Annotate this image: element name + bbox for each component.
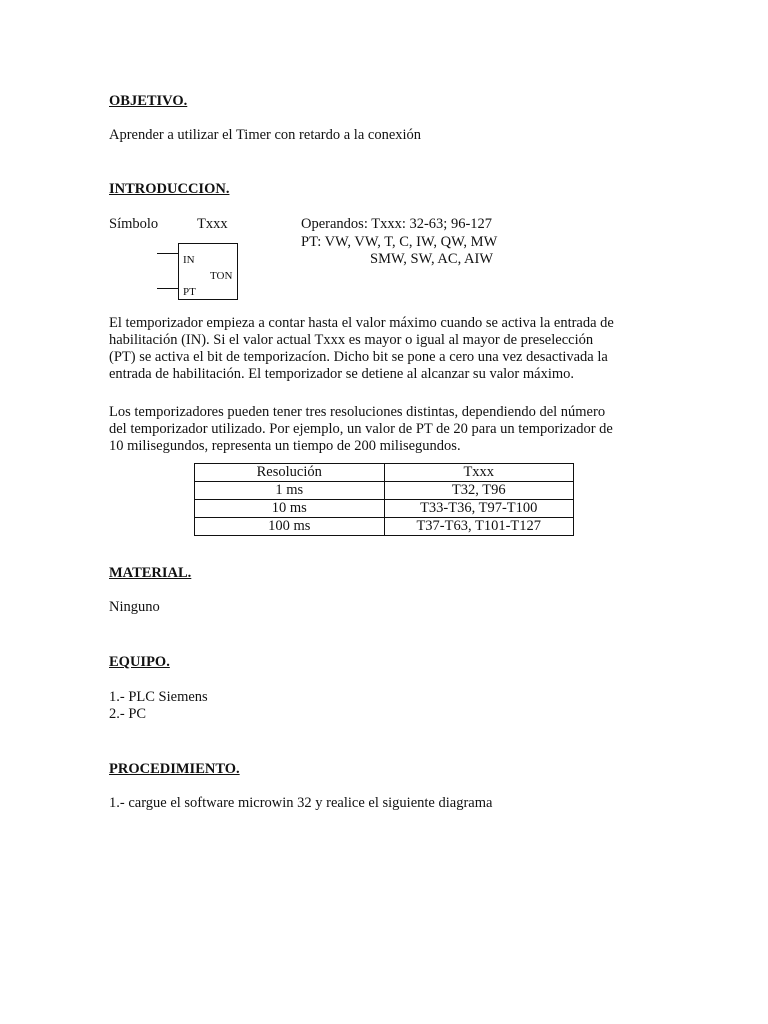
table-cell: 10 ms — [195, 500, 385, 518]
paragraph-line: (PT) se activa el bit de temporizacíon. Dicho bit se pone a cero una vez desactivada la — [109, 349, 608, 365]
table-header-cell: Txxx — [384, 464, 574, 482]
table-cell: 100 ms — [195, 518, 385, 536]
pt-wire — [157, 288, 178, 289]
table-cell: 1 ms — [195, 482, 385, 500]
paragraph-line: entrada de habilitación. El temporizador se detiene al alcanzar su valor máximo. — [109, 366, 575, 382]
txxx-label: Txxx — [197, 216, 228, 232]
operandos-line-2: PT: VW, VW, T, C, IW, QW, MW — [301, 234, 498, 250]
table-row — [195, 518, 574, 536]
ton-pt-label: PT — [183, 286, 196, 298]
paragraph-line: habilitación (IN). Si el valor actual Txxx es mayor o igual al mayor de preselección — [109, 332, 594, 348]
table-cell: T33-T36, T97-T100 — [384, 500, 574, 518]
material-heading: MATERIAL. — [109, 565, 192, 581]
material-text: Ninguno — [109, 599, 160, 615]
intro-paragraph-1 — [109, 315, 669, 383]
objetivo-heading: OBJETIVO. — [109, 93, 188, 109]
in-wire — [157, 253, 178, 254]
paragraph-line: Los temporizadores pueden tener tres resoluciones distintas, dependiendo del número — [109, 404, 606, 420]
paragraph-line: El temporizador empieza a contar hasta el valor máximo cuando se activa la entrada de — [109, 315, 614, 331]
table-row — [195, 500, 574, 518]
equipo-heading: EQUIPO. — [109, 654, 170, 670]
paragraph-line: 10 milisegundos, representa un tiempo de 200 milisegundos. — [109, 438, 461, 454]
intro-paragraph-2 — [109, 404, 669, 455]
equipo-item-2: 2.- PC — [109, 706, 147, 722]
equipo-item-1: 1.- PLC Siemens — [109, 689, 208, 705]
operandos-line-3: SMW, SW, AC, AIW — [370, 251, 494, 267]
resolution-table — [194, 463, 574, 536]
paragraph-line: del temporizador utilizado. Por ejemplo, un valor de PT de 20 para un temporizador de — [109, 421, 613, 437]
ton-type-label: TON — [210, 270, 233, 282]
table-header-cell: Resolución — [195, 464, 385, 482]
procedimiento-heading: PROCEDIMIENTO. — [109, 761, 240, 777]
operandos-line-1: Operandos: Txxx: 32-63; 96-127 — [301, 216, 493, 232]
procedimiento-step-1: 1.- cargue el software microwin 32 y realice el siguiente diagrama — [109, 795, 493, 811]
introduccion-heading: INTRODUCCION. — [109, 181, 230, 197]
ton-in-label: IN — [183, 254, 195, 266]
table-cell: T37-T63, T101-T127 — [384, 518, 574, 536]
table-row — [195, 482, 574, 500]
objetivo-text: Aprender a utilizar el Timer con retardo a la conexión — [109, 127, 422, 143]
table-header-row — [195, 464, 574, 482]
simbolo-label: Símbolo — [109, 216, 159, 232]
table-cell: T32, T96 — [384, 482, 574, 500]
